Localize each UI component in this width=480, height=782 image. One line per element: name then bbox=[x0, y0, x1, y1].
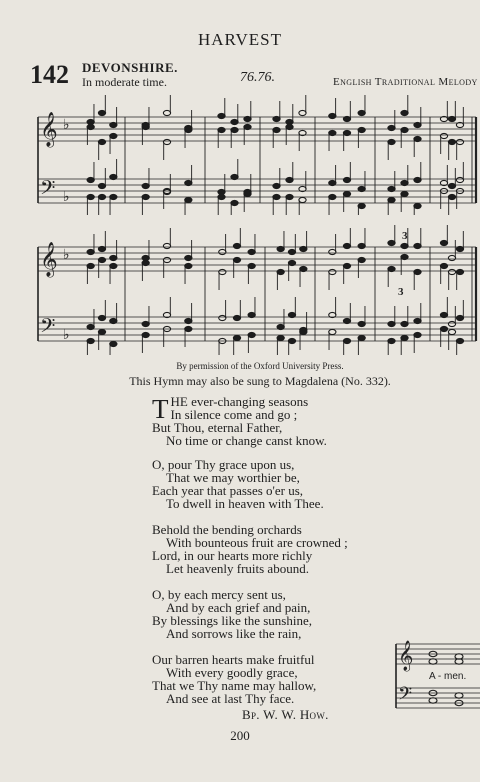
verse-line: Each year that passes o'er us, bbox=[152, 482, 304, 498]
note-head bbox=[87, 177, 94, 182]
note-head bbox=[343, 191, 350, 196]
note-head bbox=[343, 263, 350, 268]
note-head bbox=[358, 203, 365, 208]
verse-line: That we Thy name may hallow, bbox=[152, 677, 317, 693]
note-head bbox=[244, 116, 251, 121]
note-head bbox=[233, 315, 240, 320]
note-head bbox=[288, 249, 295, 254]
note-head bbox=[448, 321, 455, 326]
note-head bbox=[329, 329, 336, 334]
note-head bbox=[98, 315, 105, 320]
note-head bbox=[273, 116, 280, 121]
drop-cap: T bbox=[152, 394, 169, 424]
note-head bbox=[448, 116, 455, 121]
note-head bbox=[218, 189, 225, 194]
note-head bbox=[329, 180, 336, 185]
treble-clef-icon: 𝄞 bbox=[40, 243, 58, 276]
note-head bbox=[401, 180, 408, 185]
page-number: 200 bbox=[230, 728, 250, 743]
note-head bbox=[110, 174, 117, 179]
note-head bbox=[358, 335, 365, 340]
note-head bbox=[300, 246, 307, 251]
music-system-2 bbox=[0, 225, 480, 355]
note-head bbox=[456, 269, 463, 274]
note-head bbox=[388, 125, 395, 130]
note-head bbox=[414, 243, 421, 248]
note-head bbox=[401, 335, 408, 340]
note-head bbox=[286, 119, 293, 124]
alternate-tune-note: This Hymn may also be sung to Magdalena (No. 332). bbox=[129, 374, 391, 388]
verse-line: Let heavenly fruits abound. bbox=[166, 560, 309, 576]
note-head bbox=[358, 127, 365, 132]
verse-line: O, by each mercy sent us, bbox=[152, 587, 286, 602]
note-head bbox=[185, 326, 192, 331]
note-head bbox=[231, 200, 238, 205]
verse-3 bbox=[152, 524, 348, 576]
note-head bbox=[142, 332, 149, 337]
note-head bbox=[448, 329, 455, 334]
note-head bbox=[87, 249, 94, 254]
verse-5 bbox=[152, 654, 316, 706]
note-head bbox=[218, 127, 225, 132]
note-head bbox=[219, 315, 226, 320]
note-head bbox=[244, 191, 251, 196]
verse-line: Behold the bending orchards bbox=[152, 522, 302, 537]
verse-2 bbox=[152, 459, 324, 511]
tune-name: DEVONSHIRE. bbox=[82, 60, 178, 75]
note-head bbox=[110, 318, 117, 323]
triplet-mark: 3 bbox=[402, 230, 408, 242]
section-title: HARVEST bbox=[197, 30, 283, 49]
note-head bbox=[401, 110, 408, 115]
note-head bbox=[219, 269, 226, 274]
note-head bbox=[110, 255, 117, 260]
verse-line: And see at last Thy face. bbox=[166, 690, 295, 706]
note-head bbox=[288, 312, 295, 317]
meter: 76.76. bbox=[240, 70, 275, 85]
note-head bbox=[248, 312, 255, 317]
amen-score bbox=[393, 632, 480, 716]
note-head bbox=[248, 249, 255, 254]
note-head bbox=[110, 341, 117, 346]
note-head bbox=[163, 110, 170, 115]
note-head bbox=[299, 197, 306, 202]
note-head bbox=[401, 321, 408, 326]
note-head bbox=[185, 318, 192, 323]
note-head bbox=[87, 324, 94, 329]
note-head bbox=[277, 269, 284, 274]
bass-clef-icon: 𝄢 bbox=[40, 316, 56, 342]
bass-clef-icon: 𝄢 bbox=[40, 178, 56, 204]
note-head bbox=[343, 243, 350, 248]
note-head bbox=[299, 110, 306, 115]
note-head bbox=[329, 194, 336, 199]
note-head bbox=[185, 263, 192, 268]
note-head bbox=[414, 269, 421, 274]
note-head bbox=[388, 321, 395, 326]
note-head bbox=[98, 194, 105, 199]
verse-line: But Thou, eternal Father, bbox=[152, 419, 283, 435]
verse-line: That we may worthier be, bbox=[166, 469, 300, 485]
note-head bbox=[163, 243, 170, 248]
note-head bbox=[448, 194, 455, 199]
note-head bbox=[87, 119, 94, 124]
note-head bbox=[358, 321, 365, 326]
note-head bbox=[388, 139, 395, 144]
note-head bbox=[248, 332, 255, 337]
verse-line: With every goodly grace, bbox=[166, 664, 298, 680]
note-head bbox=[286, 124, 293, 129]
note-head bbox=[286, 194, 293, 199]
verse-4 bbox=[152, 589, 312, 641]
note-head bbox=[273, 183, 280, 188]
note-head bbox=[448, 269, 455, 274]
note-head bbox=[163, 257, 170, 262]
triplet-mark: 3 bbox=[398, 286, 404, 298]
note-head bbox=[288, 338, 295, 343]
note-head bbox=[98, 183, 105, 188]
note-head bbox=[231, 174, 238, 179]
note-head bbox=[414, 136, 421, 141]
note-head bbox=[231, 127, 238, 132]
hymn-author: Bp. W. W. How. bbox=[242, 707, 329, 722]
note-head bbox=[388, 186, 395, 191]
note-head bbox=[218, 194, 225, 199]
note-head bbox=[329, 269, 336, 274]
note-head bbox=[343, 116, 350, 121]
note-head bbox=[142, 194, 149, 199]
note-head bbox=[358, 110, 365, 115]
verse-line: O, pour Thy grace upon us, bbox=[152, 457, 295, 472]
note-head bbox=[388, 240, 395, 245]
note-head bbox=[87, 338, 94, 343]
verse-line: And sorrows like the rain, bbox=[166, 625, 302, 641]
note-head bbox=[448, 183, 455, 188]
note-head bbox=[185, 180, 192, 185]
note-head bbox=[388, 266, 395, 271]
note-head bbox=[98, 329, 105, 334]
note-head bbox=[388, 338, 395, 343]
note-head bbox=[343, 130, 350, 135]
note-head bbox=[329, 113, 336, 118]
note-head bbox=[142, 124, 149, 129]
treble-clef-icon: 𝄞 bbox=[40, 113, 58, 146]
note-head bbox=[163, 139, 170, 144]
verse-line: In silence come and go ; bbox=[170, 406, 298, 422]
note-head bbox=[110, 122, 117, 127]
note-head bbox=[231, 119, 238, 124]
note-head bbox=[343, 318, 350, 323]
note-head bbox=[388, 197, 395, 202]
bass-clef-icon: 𝄢 bbox=[398, 683, 413, 708]
note-head bbox=[98, 110, 105, 115]
note-head bbox=[248, 263, 255, 268]
note-head bbox=[329, 249, 336, 254]
note-head bbox=[456, 139, 463, 144]
note-head bbox=[358, 186, 365, 191]
note-head bbox=[185, 255, 192, 260]
note-head bbox=[185, 197, 192, 202]
treble-clef-icon: 𝄞 bbox=[398, 641, 414, 670]
flat-icon: ♭ bbox=[63, 190, 70, 205]
flat-icon: ♭ bbox=[63, 248, 70, 263]
note-head bbox=[277, 324, 284, 329]
note-head bbox=[358, 257, 365, 262]
note-head bbox=[414, 332, 421, 337]
tempo-marking: In moderate time. bbox=[82, 75, 167, 89]
note-head bbox=[456, 177, 463, 182]
note-head bbox=[414, 122, 421, 127]
melody-attribution: English Traditional Melody bbox=[333, 76, 478, 88]
note-head bbox=[219, 249, 226, 254]
note-head bbox=[300, 266, 307, 271]
note-head bbox=[233, 257, 240, 262]
note-head bbox=[440, 312, 447, 317]
note-head bbox=[401, 254, 408, 259]
note-head bbox=[440, 133, 447, 138]
note-head bbox=[233, 243, 240, 248]
note-head bbox=[288, 260, 295, 265]
note-head bbox=[414, 177, 421, 182]
note-head bbox=[414, 318, 421, 323]
note-head bbox=[233, 335, 240, 340]
note-head bbox=[87, 263, 94, 268]
music-system-1 bbox=[0, 95, 480, 215]
note-head bbox=[110, 133, 117, 138]
note-head bbox=[456, 315, 463, 320]
note-head bbox=[218, 113, 225, 118]
note-head bbox=[401, 243, 408, 248]
verse-line: By blessings like the sunshine, bbox=[152, 612, 312, 628]
note-head bbox=[185, 127, 192, 132]
note-head bbox=[329, 130, 336, 135]
note-head bbox=[277, 246, 284, 251]
note-head bbox=[440, 326, 447, 331]
hymn-number: 142 bbox=[30, 60, 69, 89]
note-head bbox=[142, 321, 149, 326]
permission-note: By permission of the Oxford University Press. bbox=[176, 361, 344, 371]
note-head bbox=[456, 246, 463, 251]
note-head bbox=[273, 127, 280, 132]
note-head bbox=[440, 263, 447, 268]
note-head bbox=[98, 139, 105, 144]
note-head bbox=[142, 260, 149, 265]
note-head bbox=[244, 124, 251, 129]
note-head bbox=[110, 194, 117, 199]
verse-line: HE ever-changing seasons bbox=[170, 394, 309, 409]
note-head bbox=[401, 127, 408, 132]
note-head bbox=[440, 240, 447, 245]
note-head bbox=[273, 194, 280, 199]
note-head bbox=[358, 243, 365, 248]
note-head bbox=[286, 177, 293, 182]
note-head bbox=[414, 203, 421, 208]
note-head bbox=[110, 263, 117, 268]
note-head bbox=[87, 194, 94, 199]
note-head bbox=[98, 246, 105, 251]
note-head bbox=[98, 257, 105, 262]
verse-line: Lord, in our hearts more richly bbox=[152, 547, 313, 563]
note-head bbox=[300, 329, 307, 334]
note-head bbox=[456, 338, 463, 343]
verse-line: With bounteous fruit are crowned ; bbox=[166, 534, 348, 550]
note-head bbox=[343, 177, 350, 182]
verse-line: No time or change canst know. bbox=[166, 432, 327, 448]
note-head bbox=[87, 124, 94, 129]
flat-icon: ♭ bbox=[63, 328, 70, 343]
verse-1 bbox=[152, 396, 327, 448]
note-head bbox=[448, 255, 455, 260]
note-head bbox=[401, 191, 408, 196]
note-head bbox=[142, 255, 149, 260]
verse-line: Our barren hearts make fruitful bbox=[152, 652, 315, 667]
note-head bbox=[343, 338, 350, 343]
note-head bbox=[142, 183, 149, 188]
note-head bbox=[277, 335, 284, 340]
verse-line: And by each grief and pain, bbox=[166, 599, 311, 615]
amen-text: A - men. bbox=[429, 671, 467, 682]
verse-line: To dwell in heaven with Thee. bbox=[166, 495, 324, 511]
flat-icon: ♭ bbox=[63, 118, 70, 133]
note-head bbox=[448, 139, 455, 144]
